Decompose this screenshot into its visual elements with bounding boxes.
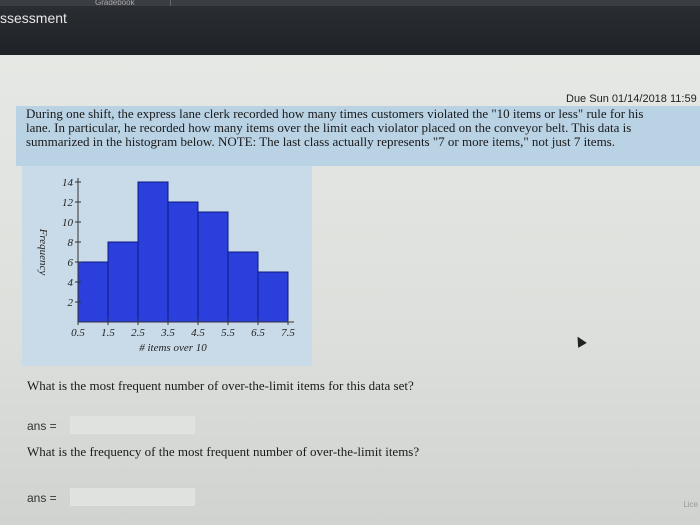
- y-tick-label: 10: [62, 217, 73, 229]
- x-tick-label: 6.5: [251, 327, 265, 339]
- histogram-chart: [22, 166, 312, 366]
- histogram-bar: [168, 202, 198, 322]
- x-tick-label: 0.5: [71, 327, 85, 339]
- x-axis-label: # items over 10: [139, 342, 207, 354]
- x-tick-label: 3.5: [161, 327, 175, 339]
- y-tick-label: 14: [62, 177, 73, 189]
- problem-line: lane. In particular, he recorded how many items over the limit each violator placed on the conveyor belt. This data is: [26, 120, 632, 135]
- due-date: Due Sun 01/14/2018 11:59: [566, 93, 697, 105]
- y-tick-label: 12: [62, 197, 73, 209]
- histogram-bar: [258, 272, 288, 322]
- y-tick-label: 2: [67, 297, 73, 309]
- y-tick-label: 8: [67, 237, 73, 249]
- problem-line: summarized in the histogram below. NOTE: The last class actually represents "7 or more items," not just 7 items.: [26, 134, 615, 149]
- answer-1-label: ans =: [27, 419, 57, 433]
- top-navigation-bar: [0, 0, 700, 55]
- answer-1-input[interactable]: [70, 416, 195, 434]
- x-tick-label: 2.5: [131, 327, 145, 339]
- histogram-bar: [228, 252, 258, 322]
- x-tick-label: 7.5: [281, 327, 295, 339]
- gradebook-tab[interactable]: Gradebook: [95, 0, 171, 6]
- answer-2-label: ans =: [27, 491, 57, 505]
- x-tick-label: 5.5: [221, 327, 235, 339]
- answer-2-input[interactable]: [70, 488, 195, 506]
- histogram-bar: [198, 212, 228, 322]
- y-tick-label: 4: [67, 277, 73, 289]
- y-axis-label: Frequency: [37, 228, 49, 276]
- histogram-svg: [22, 166, 312, 366]
- question-1-text: What is the most frequent number of over-the-limit items for this data set?: [27, 378, 414, 393]
- y-tick-label: 6: [67, 257, 73, 269]
- histogram-bar: [78, 262, 108, 322]
- page-title: ssessment: [0, 10, 67, 26]
- x-tick-label: 1.5: [101, 327, 115, 339]
- license-text: Lice: [683, 500, 698, 509]
- histogram-bar: [108, 242, 138, 322]
- problem-line: During one shift, the express lane clerk recorded how many times customers violated the "10 items or less" rule for his: [26, 106, 644, 121]
- x-tick-label: 4.5: [191, 327, 205, 339]
- histogram-bar: [138, 182, 168, 322]
- problem-statement: [26, 107, 700, 149]
- question-2-text: What is the frequency of the most frequent number of over-the-limit items?: [27, 444, 420, 459]
